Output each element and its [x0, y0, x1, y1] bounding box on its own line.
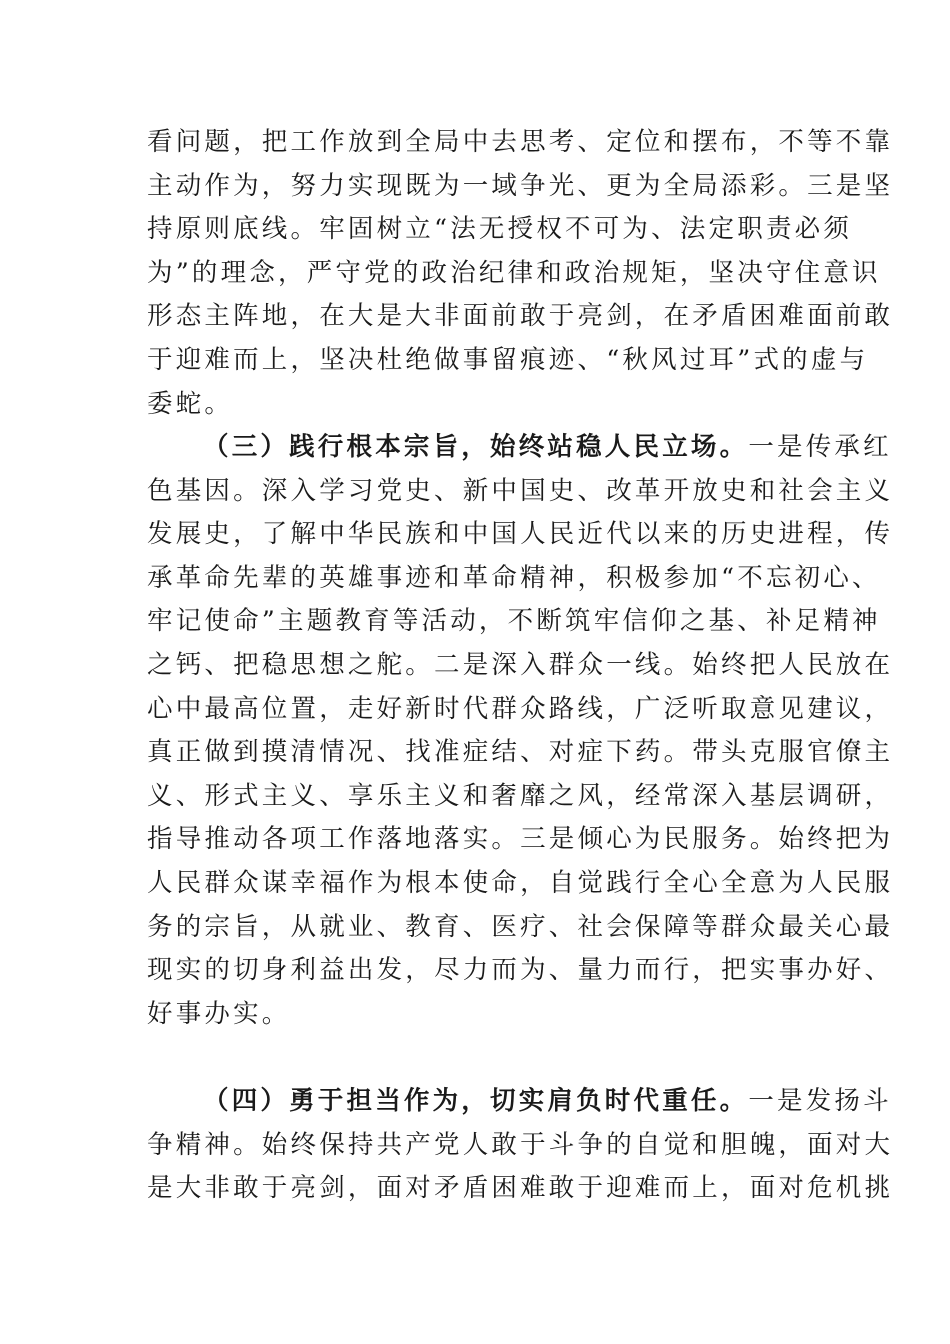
paragraph-line: 看问题，把工作放到全局中去思考、定位和摆布，不等不靠 [147, 127, 894, 157]
paragraph-line: 指导推动各项工作落地落实。三是倾心为民服务。始终把为 [147, 824, 894, 855]
paragraph-line: 主动作为，努力实现既为一域争光、更为全局添彩。三是坚 [147, 170, 894, 201]
paragraph-line: 持原则底线。牢固树立“法无授权不可为、法定职责必须 [147, 214, 853, 245]
paragraph-line: 心中最高位置，走好新时代群众路线，广泛听取意见建议， [147, 693, 894, 724]
paragraph-line: 委蛇。 [147, 388, 234, 419]
paragraph-2 [147, 426, 894, 1036]
section-heading: （四）勇于担当作为，切实肩负时代重任。 [203, 1086, 749, 1116]
paragraph-text: 一是发扬斗 [748, 1086, 892, 1116]
paragraph-1 [147, 121, 894, 426]
paragraph-line: 承革命先辈的英雄事迹和革命精神，积极参加“不忘初心、 [147, 562, 881, 593]
paragraph-line: 真正做到摸清情况、找准症结、对症下药。带头克服官僚主 [147, 737, 894, 768]
paragraph-line: 牢记使命”主题教育等活动，不断筑牢信仰之基、补足精神 [147, 606, 881, 637]
paragraph-line: 现实的切身利益出发，尽力而为、量力而行，把实事办好、 [147, 955, 894, 986]
paragraph-line: 发展史，了解中华民族和中国人民近代以来的历史进程，传 [147, 519, 894, 550]
paragraph-line: 色基因。深入学习党史、新中国史、改革开放史和社会主义 [147, 475, 894, 506]
paragraph-line: 之钙、把稳思想之舵。二是深入群众一线。始终把人民放在 [147, 649, 894, 680]
paragraph-line: 好事办实。 [147, 998, 291, 1029]
paragraph-line: 为”的理念，严守党的政治纪律和政治规矩，坚决守住意识 [147, 257, 881, 288]
paragraph-line: 争精神。始终保持共产党人敢于斗争的自觉和胆魄，面对大 [147, 1129, 894, 1160]
section-heading: （三）践行根本宗旨，始终站稳人民立场。 [203, 432, 749, 462]
paragraph-text: 一是传承红 [748, 432, 892, 462]
paragraph-line: 于迎难而上，坚决杜绝做事留痕迹、“秋风过耳”式的虚与 [147, 344, 869, 375]
paragraph-line: 人民群众谋幸福作为根本使命，自觉践行全心全意为人民服 [147, 867, 894, 898]
paragraph-first-line [147, 426, 892, 470]
paragraph-line: 形态主阵地，在大是大非面前敢于亮剑，在矛盾困难面前敢 [147, 301, 894, 332]
paragraph-3 [147, 1080, 894, 1211]
paragraph-first-line [147, 1080, 892, 1124]
paragraph-line: 义、形式主义、享乐主义和奢靡之风，经常深入基层调研， [147, 780, 894, 811]
paragraph-line: 是大非敢于亮剑，面对矛盾困难敢于迎难而上，面对危机挑 [147, 1173, 894, 1204]
paragraph-line: 务的宗旨，从就业、教育、医疗、社会保障等群众最关心最 [147, 911, 894, 942]
